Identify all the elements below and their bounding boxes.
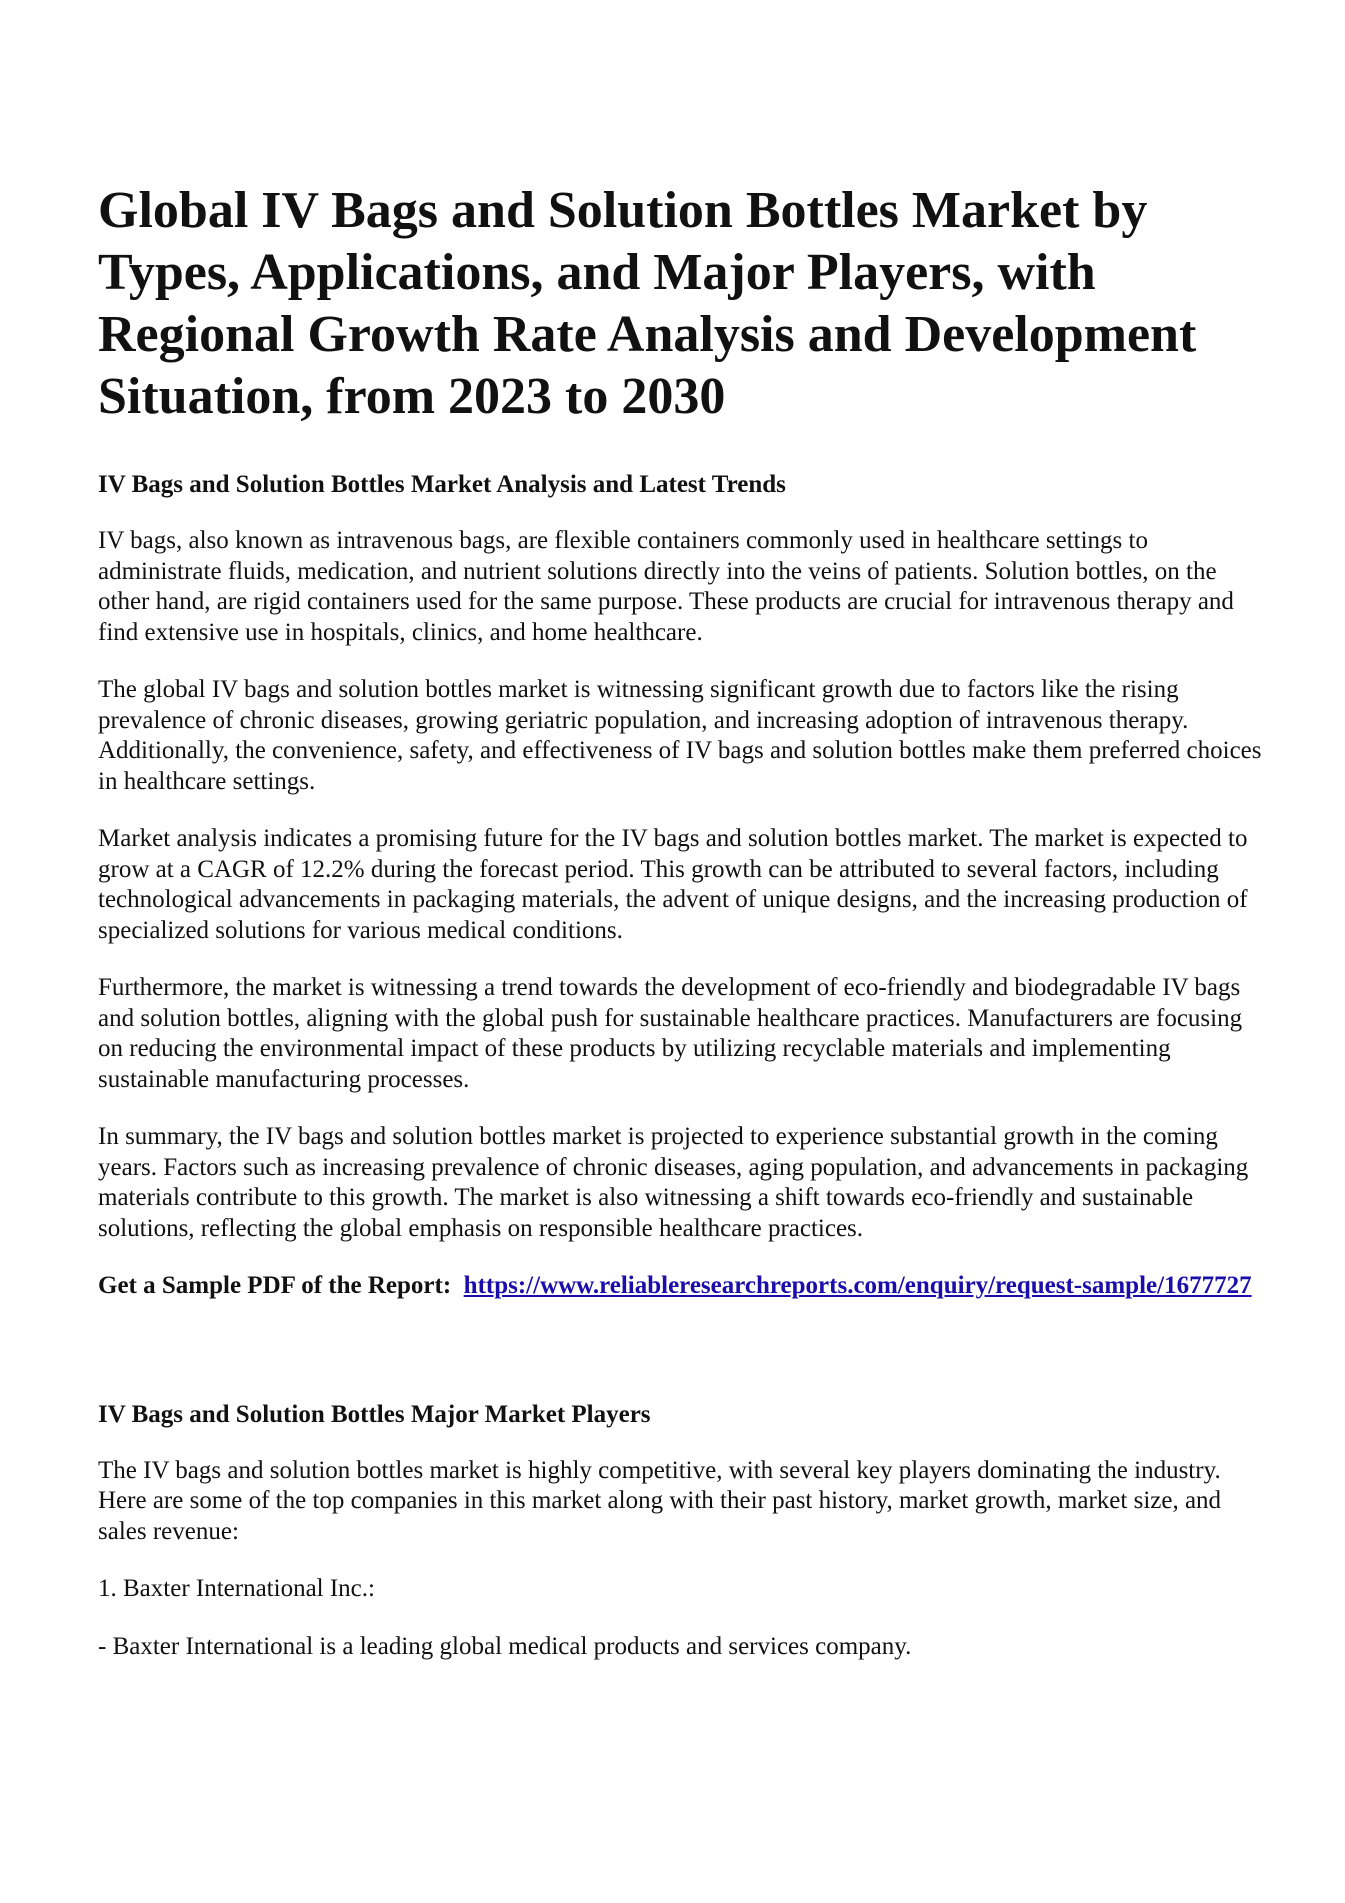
paragraph: The IV bags and solution bottles market is highly competitive, with several key players dominating the industry. Here are some of the top companies in this market along with their past history, market growth, market size, and sales revenue: <box>98 1456 1222 1545</box>
paragraph: Market analysis indicates a promising future for the IV bags and solution bottles market. The market is expected to grow at a CAGR of 12.2% during the forecast period. This growth can be attributed to several factors, including technological advancements in packaging materials, the advent of unique designs, and the increasing production of specialized solutions for various medical conditions. <box>98 825 1248 944</box>
paragraph: In summary, the IV bags and solution bottles market is projected to experience substantial growth in the coming years. Factors such as increasing prevalence of chronic diseases, aging population, and advancements in packaging materials contribute to this growth. The market is also witnessing a shift towards eco-friendly and sustainable solutions, reflecting the global emphasis on responsible healthcare practices. <box>98 1123 1249 1242</box>
list-item: 1. Baxter International Inc.: <box>98 1575 375 1602</box>
paragraph: Furthermore, the market is witnessing a trend towards the development of eco-friendly and biodegradable IV bags and solution bottles, aligning with the global push for sustainable healthcare practices. Manufacturers are focusing on reducing the environmental impact of these products by utilizing recyclable materials and implementing sustainable manufacturing processes. <box>98 974 1243 1093</box>
sample-pdf-line <box>98 1271 1268 1302</box>
list-item: - Baxter International is a leading global medical products and services company. <box>98 1632 912 1660</box>
paragraph: IV bags, also known as intravenous bags, are flexible containers commonly used in healthcare settings to administrate fluids, medication, and nutrient solutions directly into the veins of patients. Solution bottles, on the other hand, are rigid containers used for the same purpose. These products are crucial for intravenous therapy and find extensive use in hospitals, clinics, and home healthcare. <box>98 527 1234 646</box>
section-heading-players: IV Bags and Solution Bottles Major Market Players <box>98 1400 651 1428</box>
section-heading-analysis: IV Bags and Solution Bottles Market Analysis and Latest Trends <box>98 471 786 498</box>
sample-pdf-label: Get a Sample PDF of the Report: <box>98 1272 452 1299</box>
document-title: Global IV Bags and Solution Bottles Market by Types, Applications, and Major Players, with Regional Growth Rate Analysis and Development Situation, from 2023 to 2030 <box>98 182 1197 425</box>
sample-pdf-link[interactable]: https://www.reliableresearchreports.com/enquiry/request-sample/1677727 <box>463 1272 1252 1299</box>
document-page <box>98 180 1268 1689</box>
paragraph: The global IV bags and solution bottles market is witnessing significant growth due to factors like the rising prevalence of chronic diseases, growing geriatric population, and increasing adoption of intravenous therapy. Additionally, the convenience, safety, and effectiveness of IV bags and solution bottles make them preferred choices in healthcare settings. <box>98 676 1262 795</box>
